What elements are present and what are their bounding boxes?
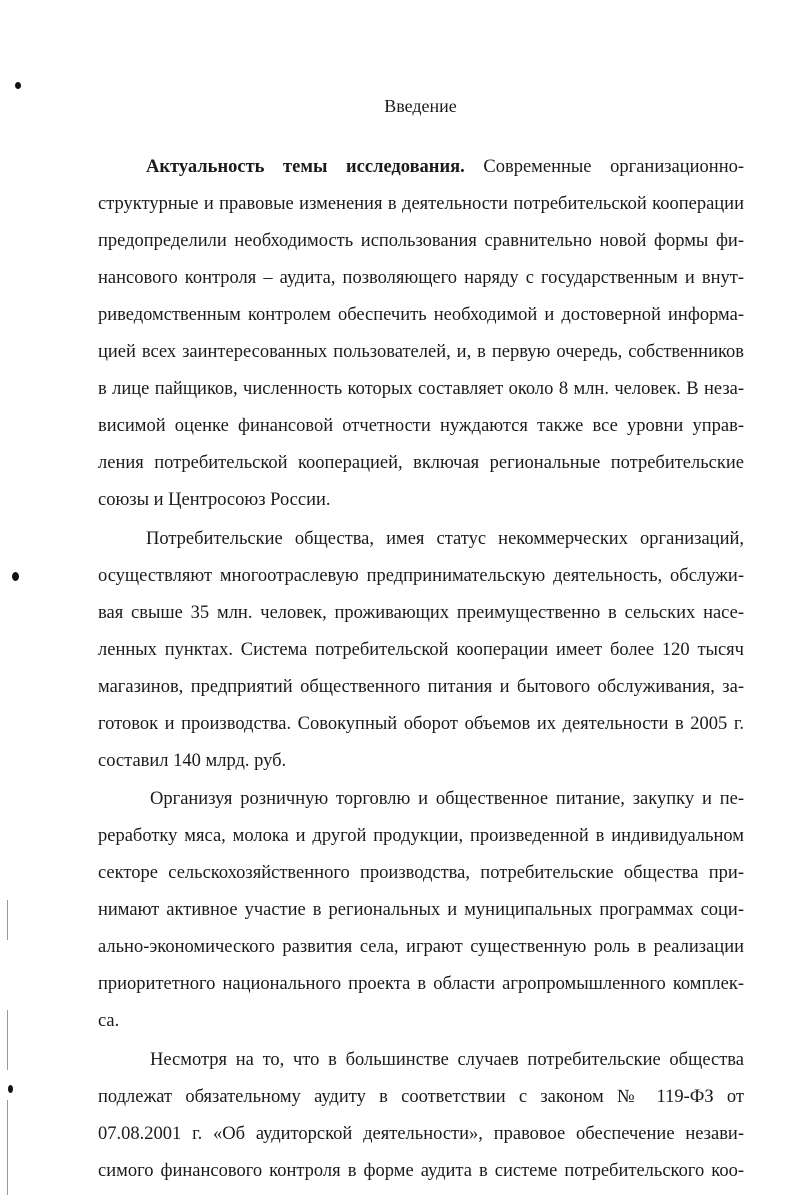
paragraph-2-line-2: осуществляют многоотраслевую предпринимательскую деятельность, обслужи- <box>98 566 744 586</box>
paragraph-1-line-7: в лице пайщиков, численность которых составляет около 8 млн. человек. В неза- <box>98 379 744 399</box>
paragraph-3-line-4: нимают активное участие в региональных и муниципальных программах соци- <box>98 900 744 920</box>
paragraph-4-line-1: Несмотря на то, что в большинстве случаев потребительские общества <box>150 1050 744 1070</box>
paragraph-1-line-6: цией всех заинтересованных пользователей, и, в первую очередь, собственников <box>98 342 744 362</box>
paragraph-1-line-2: структурные и правовые изменения в деятельности потребительской кооперации <box>98 194 744 214</box>
paragraph-1-line-1 <box>146 155 744 179</box>
paragraph-2-line-4: ленных пунктах. Система потребительской кооперации имеет более 120 тысяч <box>98 640 744 660</box>
paragraph-3-line-6: приоритетного национального проекта в области агропромышленного комплек- <box>98 974 744 994</box>
paragraph-4-line-3: 07.08.2001 г. «Об аудиторской деятельности», правовое обеспечение незави- <box>98 1124 744 1144</box>
scan-speck <box>8 1085 13 1093</box>
paragraph-2-line-6: готовок и производства. Совокупный оборот объемов их деятельности в 2005 г. <box>98 714 744 734</box>
paragraph-1-line-8: висимой оценке финансовой отчетности нуждаются также все уровни управ- <box>98 416 744 436</box>
paragraph-4-line-4: симого финансового контроля в форме аудита в системе потребительского коо- <box>98 1161 744 1181</box>
paragraph-1-line-3: предопределили необходимость использования сравнительно новой формы фи- <box>98 231 744 251</box>
paragraph-3-line-5: ально-экономического развития села, играют существенную роль в реализации <box>98 937 744 957</box>
paragraph-2-line-7: составил 140 млрд. руб. <box>98 751 287 771</box>
scan-margin-line <box>7 1100 8 1195</box>
scan-speck <box>12 572 19 581</box>
lead-phrase: Актуальность темы исследования. <box>146 157 465 177</box>
paragraph-3-line-3: секторе сельскохозяйственного производства, потребительские общества при- <box>98 863 744 883</box>
paragraph-1-line-10: союзы и Центросоюз России. <box>98 490 331 510</box>
paragraph-2-line-3: вая свыше 35 млн. человек, проживающих преимущественно в сельских насе- <box>98 603 744 623</box>
paragraph-1-line-1-rest: Современные организационно- <box>464 157 745 177</box>
scan-speck <box>15 82 21 89</box>
paragraph-3-line-1: Организуя розничную торговлю и общественное питание, закупку и пе- <box>150 789 744 809</box>
paragraph-4-line-2: подлежат обязательному аудиту в соответствии с законом № 119-ФЗ от <box>98 1087 744 1107</box>
paragraph-2-line-1: Потребительские общества, имея статус некоммерческих организаций, <box>146 529 744 549</box>
paragraph-2-line-5: магазинов, предприятий общественного питания и бытового обслуживания, за- <box>98 677 744 697</box>
paragraph-3-line-7: са. <box>98 1011 120 1031</box>
page-title: Введение <box>384 96 457 116</box>
scan-margin-line <box>7 900 8 940</box>
scan-margin-line <box>7 1010 8 1070</box>
paragraph-3-line-2: реработку мяса, молока и другой продукции, произведенной в индивидуальном <box>98 826 744 846</box>
paragraph-1-line-4: нансового контроля – аудита, позволяющего наряду с государственным и внут- <box>98 268 744 288</box>
paragraph-1-line-5: риведомственным контролем обеспечить необходимой и достоверной информа- <box>98 305 744 325</box>
paragraph-1-line-9: ления потребительской кооперацией, включая региональные потребительские <box>98 453 744 473</box>
